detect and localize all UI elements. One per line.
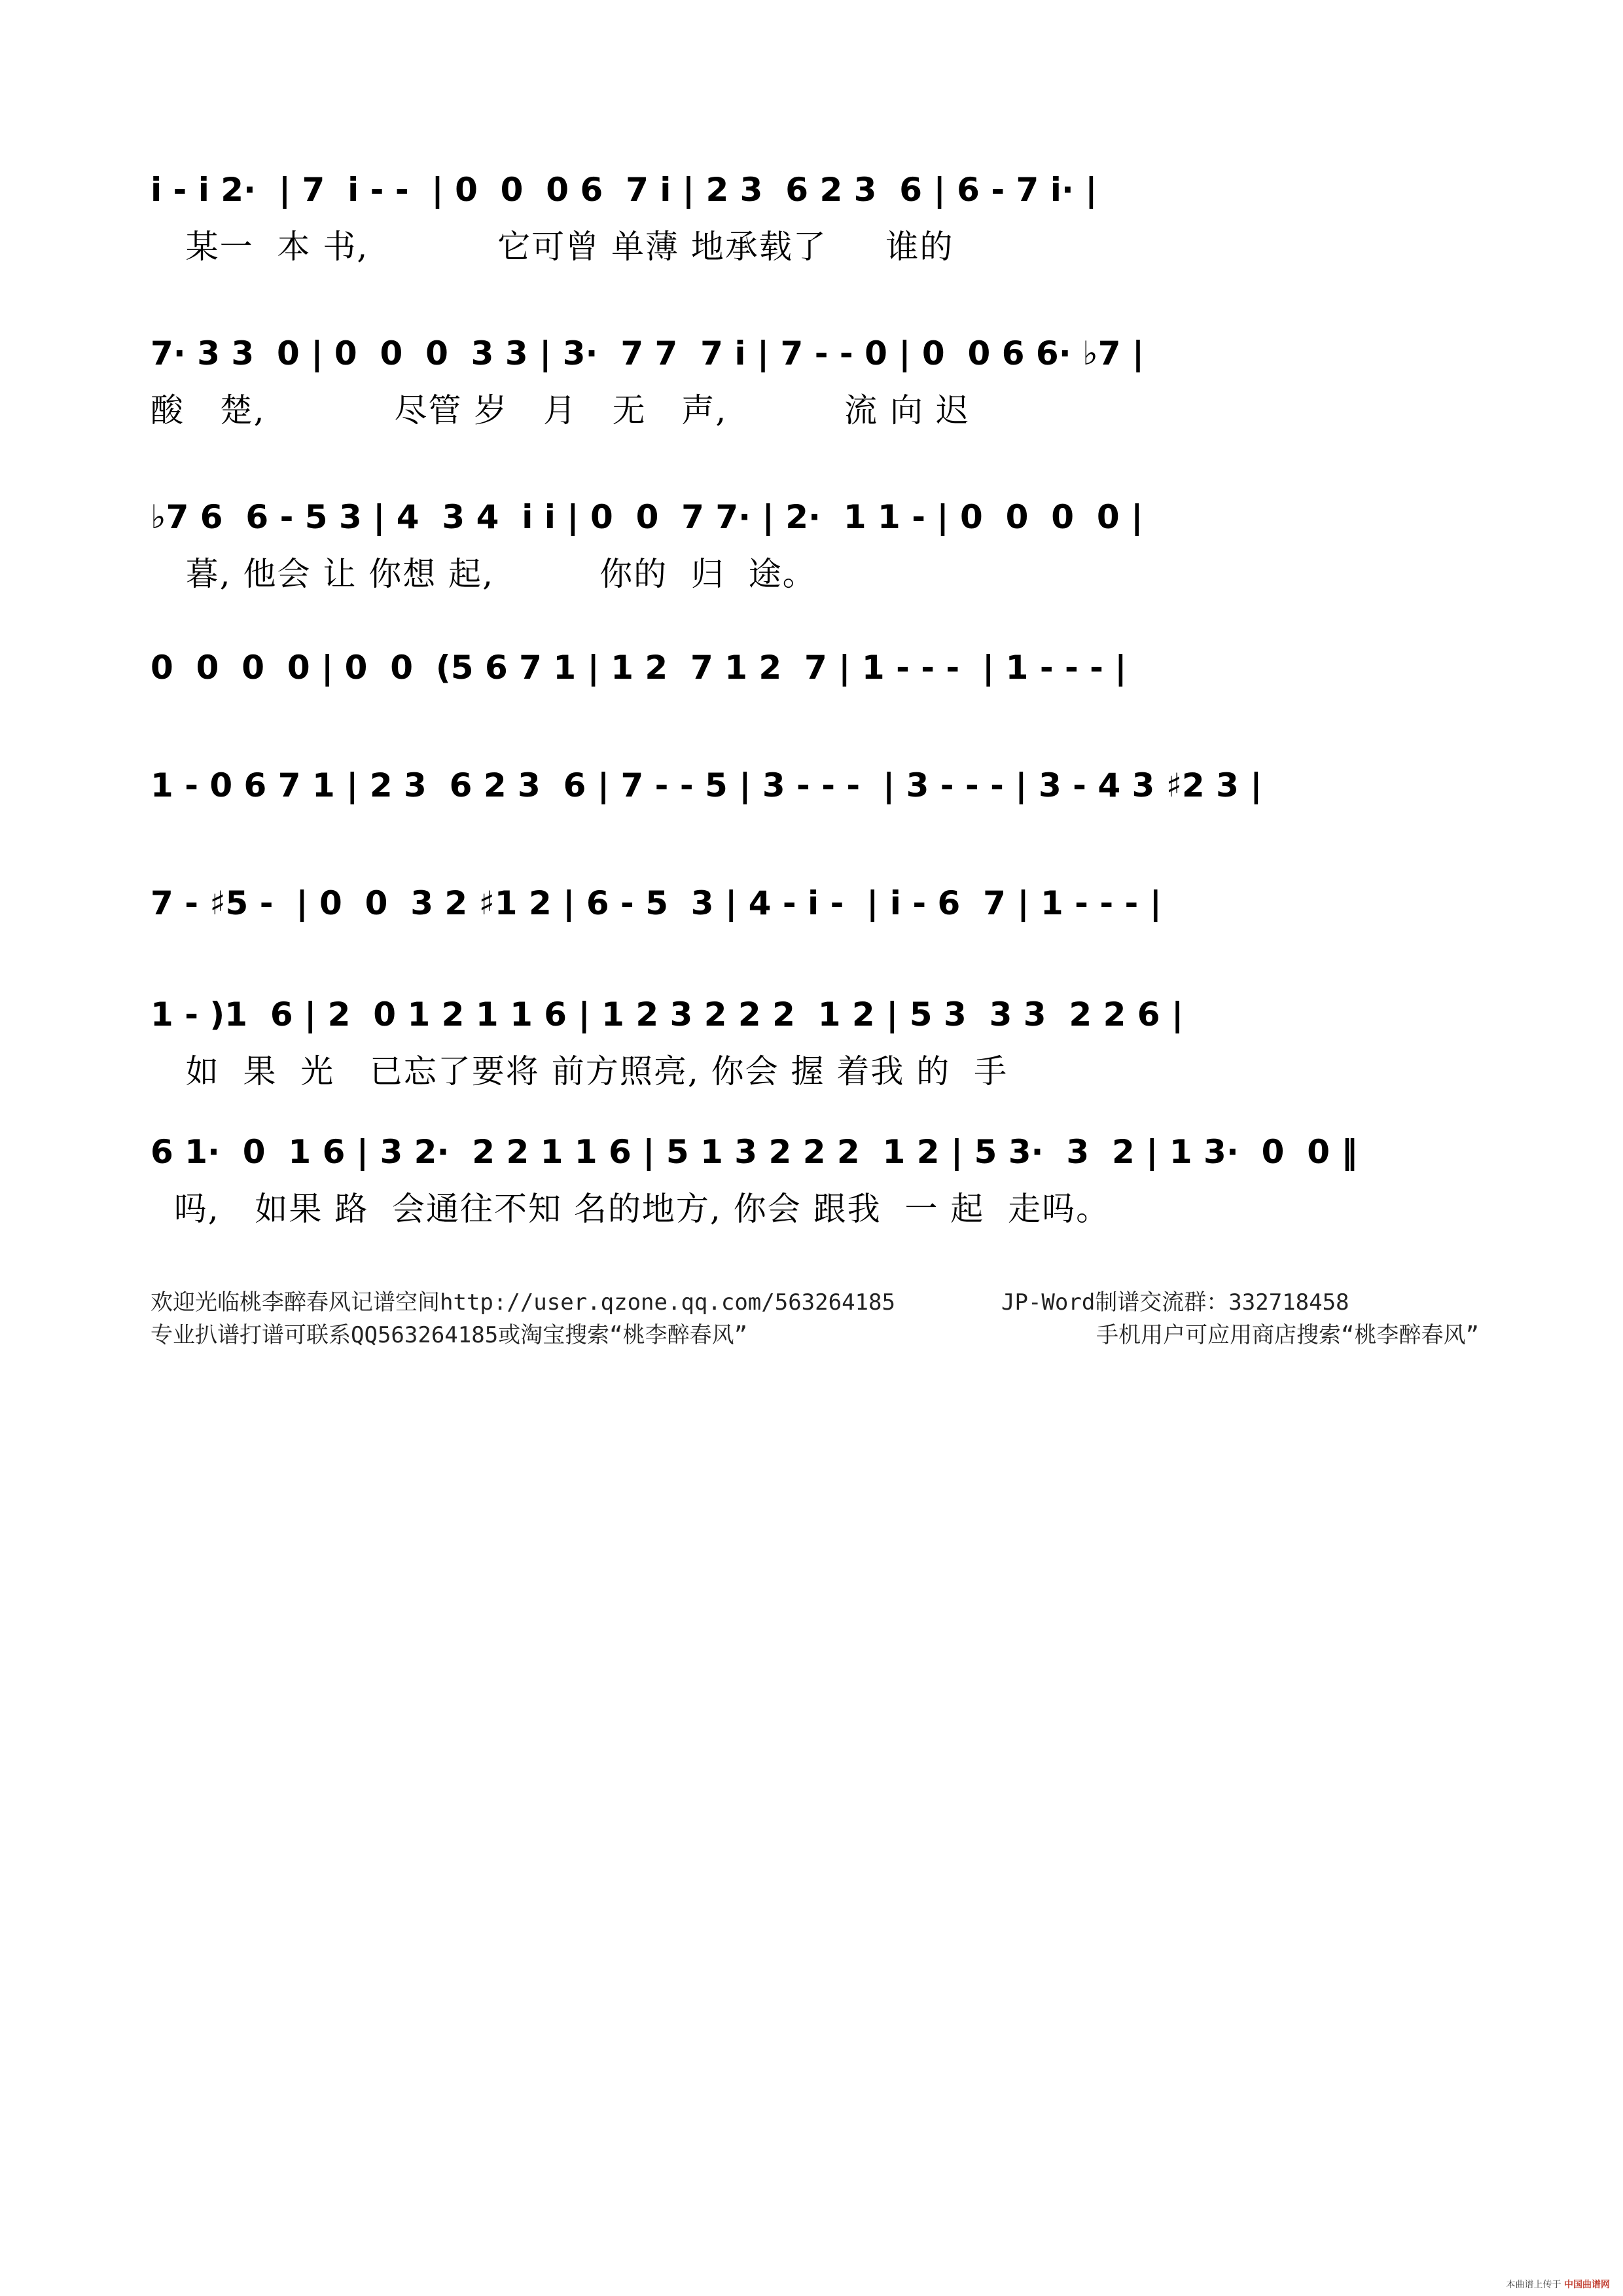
footer-app-text: 手机用户可应用商店搜索“桃李醉春风” — [1096, 1322, 1479, 1348]
notation-line: 7· 3 3 0 | 0 0 0 3 3 | 3· 7 7 7 i | 7 - - 0 | 0 0 6 6· ♭7 | — [151, 334, 1145, 372]
footer-notes — [151, 1286, 1479, 1352]
notation-line: 7 - ♯5 - | 0 0 3 2 ♯1 2 | 6 - 5 3 | 4 - i - | i - 6 7 | 1 - - - | — [151, 884, 1162, 922]
notation-line: 1 - )1 6 | 2 0 1 2 1 1 6 | 1 2 3 2 2 2 1 2 | 5 3 3 3 2 2 6 | — [151, 996, 1184, 1033]
lyric-line: 暮, 他会 让 你想 起, 你的 归 途。 — [151, 555, 817, 593]
lyric-line: 吗, 如果 路 会通往不知 名的地方, 你会 跟我 一 起 走吗。 — [151, 1190, 1111, 1228]
footer-group-text: JP-Word制谱交流群：332718458 — [1001, 1289, 1349, 1316]
lyric-line — [151, 819, 1479, 865]
notation-line: 6 1· 0 1 6 | 3 2· 2 2 1 1 6 | 5 1 3 2 2 2 1 2 | 5 3· 3 2 | 1 3· 0 0 ‖ — [151, 1133, 1358, 1171]
lyric-line: 酸 楚, 尽管 岁 月 无 声, 流 向 迟 — [151, 391, 970, 429]
notation-line: i - i 2· | 7 i - - | 0 0 0 6 7 i | 2 3 6 2 3 6 | 6 - 7 i· | — [151, 171, 1097, 209]
footer-line-2 — [151, 1319, 1479, 1352]
lyric-line — [151, 702, 1479, 747]
lyric-line: 如 果 光 已忘了要将 前方照亮, 你会 握 着我 的 手 — [151, 1052, 1008, 1090]
footer-line-1 — [151, 1286, 1479, 1319]
notation-line: ♭7 6 6 - 5 3 | 4 3 4 i i | 0 0 7 7· | 2· 1 1 - | 0 0 0 0 | — [151, 498, 1143, 536]
notation-line: 1 - 0 6 7 1 | 2 3 6 2 3 6 | 7 - - 5 | 3 - - - | 3 - - - | 3 - 4 3 ♯2 3 | — [151, 766, 1262, 804]
lyric-line: 某一 本 书, 它可曾 单薄 地承载了 谁的 — [151, 228, 954, 266]
lyric-line — [151, 937, 1479, 983]
footer-contact-text: 专业扒谱打谱可联系QQ563264185或淘宝搜索“桃李醉春风” — [151, 1322, 748, 1348]
credit-text: 本曲谱上传于 — [1506, 2280, 1561, 2290]
upload-credit — [1507, 2278, 1610, 2291]
site-logo: 中国曲谱网 — [1564, 2280, 1610, 2290]
footer-website-text: 欢迎光临桃李醉春风记谱空间http://user.qzone.qq.com/563264185 — [151, 1289, 895, 1316]
notation-line: 0 0 0 0 | 0 0 (5 6 7 1 | 1 2 7 1 2 7 | 1 - - - | 1 - - - | — [151, 649, 1127, 687]
